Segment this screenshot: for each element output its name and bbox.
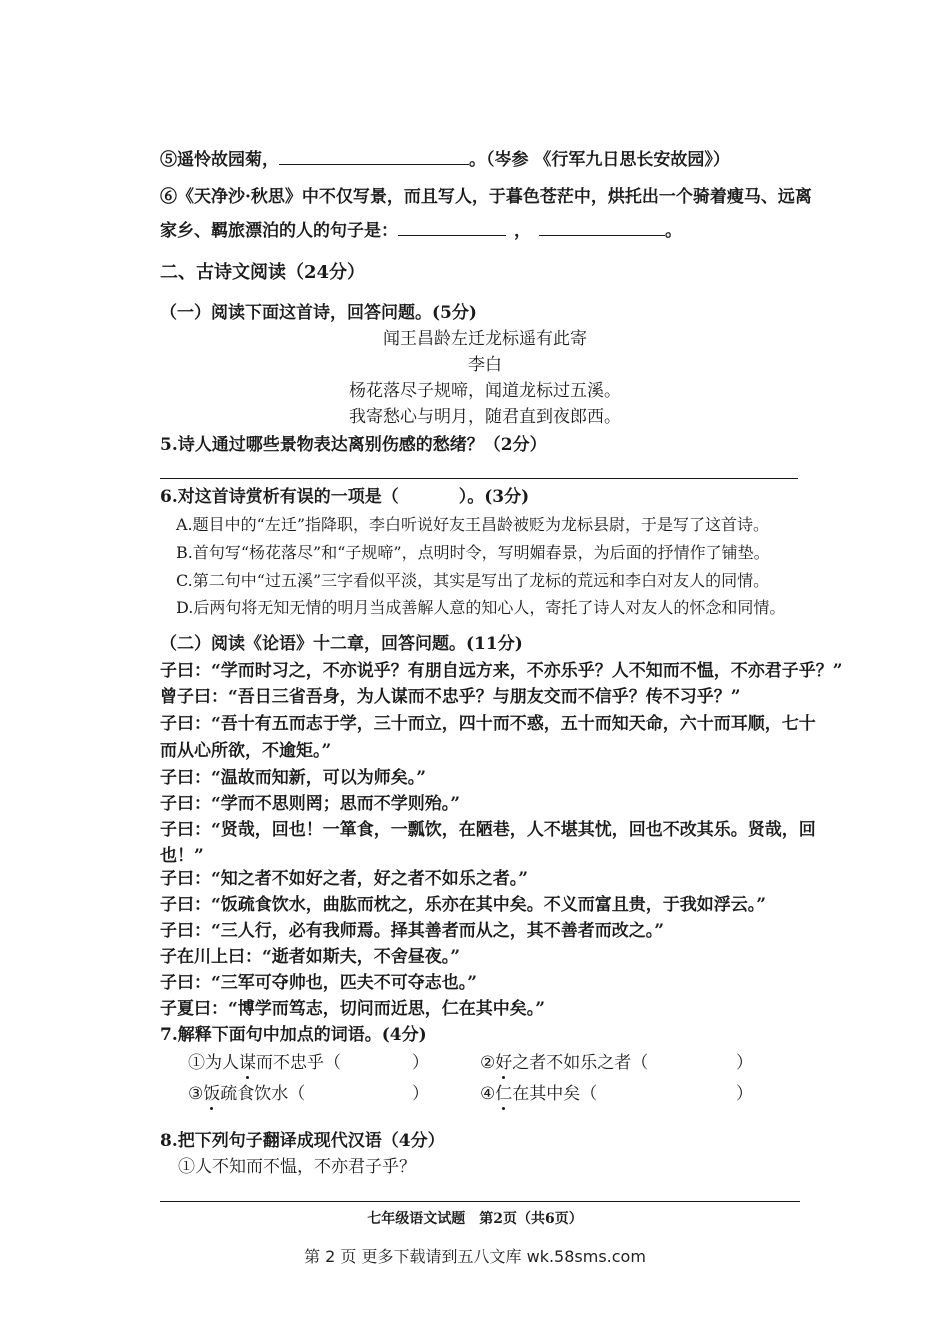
analects-line: 曾子曰：“吾日三省吾身，为人谋而不忠乎？与朋友交而不信乎？传不习乎？” xyxy=(160,687,741,707)
q7-text: 在其中矣（ xyxy=(512,1084,598,1104)
answer-blank[interactable] xyxy=(398,219,506,236)
close-paren: ） xyxy=(412,1084,429,1104)
q7-text: 之者不如乐之者（ xyxy=(512,1053,649,1073)
dotted-word: 仁 xyxy=(495,1084,513,1104)
q6-prefix: 家乡、羁旅漂泊的人的句子是： xyxy=(160,221,398,241)
q6-fill-line-2 xyxy=(160,219,682,242)
q7-item-1 xyxy=(188,1052,341,1074)
analects-line: 而从心所欲，不逾矩。” xyxy=(160,741,332,761)
analects-line: 子曰：“温故而知新，可以为师矣。” xyxy=(160,768,427,788)
question-5: 5.诗人通过哪些景物表达离别伤感的愁绪？（2分） xyxy=(160,435,547,455)
close-paren: ） xyxy=(412,1053,429,1073)
analects-line: 子曰：“三军可夺帅也，匹夫不可夺志也。” xyxy=(160,973,478,993)
footer-exam-title: 七年级语文试题 第2页（共6页） xyxy=(367,1211,583,1227)
footer-watermark: 第 2 页 更多下载请到五八文库 wk.58sms.com xyxy=(304,1247,646,1266)
poem-author: 李白 xyxy=(468,355,502,375)
footer-rule xyxy=(160,1201,800,1202)
poem-title: 闻王昌龄左迁龙标遥有此寄 xyxy=(383,329,587,349)
period: 。 xyxy=(665,221,682,241)
section-heading: 二、古诗文阅读（24分） xyxy=(160,262,366,283)
analects-line: 子曰：“吾十有五而志于学，三十而立，四十而不惑，五十而知天命，六十而耳顺，七十 xyxy=(160,714,816,734)
analects-line: 子夏曰：“博学而笃志，切问而近思，仁在其中矣。” xyxy=(160,999,546,1019)
dotted-word: 好 xyxy=(495,1053,513,1073)
answer-blank[interactable] xyxy=(539,219,665,236)
analects-line: 子曰：“贤哉，回也！一箪食，一瓢饮，在陋巷，人不堪其忧，回也不改其乐。贤哉，回 xyxy=(160,820,816,840)
part1-heading: （一）阅读下面这首诗，回答问题。(5分) xyxy=(160,303,477,323)
q5-fill-line xyxy=(160,148,730,171)
answer-blank[interactable] xyxy=(279,148,469,165)
option-d: D.后两句将无知无情的明月当成善解人意的知心人，寄托了诗人对友人的怀念和同情。 xyxy=(176,598,786,617)
q7-text: 疏食饮水（ xyxy=(220,1084,306,1104)
option-a: A.题目中的“左迁”指降职，李白听说好友王昌龄被贬为龙标县尉，于是写了这首诗。 xyxy=(176,515,770,534)
part2-heading: （二）阅读《论语》十二章，回答问题。(11分) xyxy=(160,634,523,654)
analects-line: 子曰：“学而不思则罔；思而不学则殆。” xyxy=(160,794,461,814)
option-c: C.第二句中“过五溪”三字看似平淡，其实是写出了龙标的荒远和李白对友人的同情。 xyxy=(176,571,770,590)
question-7: 7.解释下面句中加点的词语。(4分) xyxy=(160,1025,427,1045)
q7-text: ④ xyxy=(480,1084,496,1104)
q8-item-1: ①人不知而不愠，不亦君子乎？ xyxy=(178,1157,416,1177)
option-b: B.首句写“杨花落尽”和“子规啼”，点明时令，写明媚春景，为后面的抒情作了铺垫。 xyxy=(176,543,770,562)
analects-line: 子曰：“学而时习之，不亦说乎？有朋自远方来，不亦乐乎？人不知而不愠，不亦君子乎？” xyxy=(160,661,843,681)
q7-text: ② xyxy=(480,1053,496,1073)
q7-item-4 xyxy=(480,1083,597,1105)
q5-prefix: ⑤遥怜故园菊， xyxy=(160,150,279,170)
analects-line: 也！” xyxy=(160,846,204,866)
analects-line: 子曰：“知之者不如好之者，好之者不如乐之者。” xyxy=(160,869,529,889)
analects-line: 子曰：“三人行，必有我师焉。择其善者而从之，其不善者而改之。” xyxy=(160,921,665,941)
analects-line: 子曰：“饭疏食饮水，曲肱而枕之，乐亦在其中矣。不义而富且贵，于我如浮云。” xyxy=(160,895,767,915)
close-paren: ） xyxy=(736,1053,753,1073)
dotted-word: 饭 xyxy=(203,1084,221,1104)
q7-text: ①为人 xyxy=(188,1053,239,1073)
q6-fill-line-1: ⑥《天净沙·秋思》中不仅写景，而且写人，于暮色苍茫中，烘托出一个骑着瘦马、远离 xyxy=(160,187,812,207)
q7-text: 而不忠乎（ xyxy=(256,1053,341,1073)
answer-line[interactable] xyxy=(160,478,798,479)
close-paren: ） xyxy=(736,1084,753,1104)
poem-line-1: 杨花落尽子规啼，闻道龙标过五溪。 xyxy=(349,381,621,401)
question-6 xyxy=(160,486,529,508)
q7-item-2 xyxy=(480,1052,648,1074)
analects-line: 子在川上曰：“逝者如斯夫，不舍昼夜。” xyxy=(160,947,461,967)
question-8: 8.把下列句子翻译成现代汉语（4分） xyxy=(160,1131,445,1151)
q5-suffix: 。（岑参 《行军九日思长安故园》） xyxy=(469,150,730,170)
q6-points: ）。(3分) xyxy=(458,487,530,507)
q6-stem: 6.对这首诗赏析有误的一项是（ xyxy=(160,487,399,507)
poem-line-2: 我寄愁心与明月，随君直到夜郎西。 xyxy=(349,407,621,427)
dotted-word: 谋 xyxy=(239,1053,256,1073)
q7-item-3 xyxy=(188,1083,305,1105)
q7-text: ③ xyxy=(188,1084,204,1104)
comma: ， xyxy=(514,221,531,241)
